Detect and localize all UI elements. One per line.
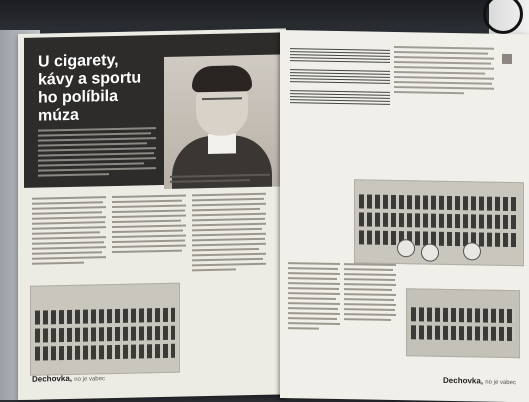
right-column-text [344,263,396,324]
portrait-photo [164,55,280,189]
footer-brand-right [443,376,516,386]
headline-line: U cigarety, [38,51,119,71]
left-page [18,28,286,400]
band-portrait-photo [406,288,520,358]
article-headline [38,51,158,126]
drum [397,239,415,257]
portrait-caption [170,171,270,183]
open-magazine [18,28,529,400]
band-group-photo [30,283,180,376]
sidebar-text [394,46,494,120]
footer-brand-left [32,373,105,384]
right-column-text [288,262,340,333]
right-page [280,30,529,402]
footer-tagline: no je vabec [485,379,516,387]
headline-line: ho políbila [38,87,118,107]
headline-line: kávy a sportu [38,69,142,89]
sheet-music [290,48,390,110]
section-badge [502,54,512,64]
footer-tagline: no je vabec [74,376,105,383]
article-banner [24,33,280,188]
marching-band-photo [354,179,524,266]
headline-line: múza [38,106,79,125]
intro-paragraph [38,127,156,179]
drum [421,243,439,261]
footer-brand: Dechovka, [443,375,484,386]
drum [463,242,481,260]
footer-brand: Dechovka, [32,373,73,384]
